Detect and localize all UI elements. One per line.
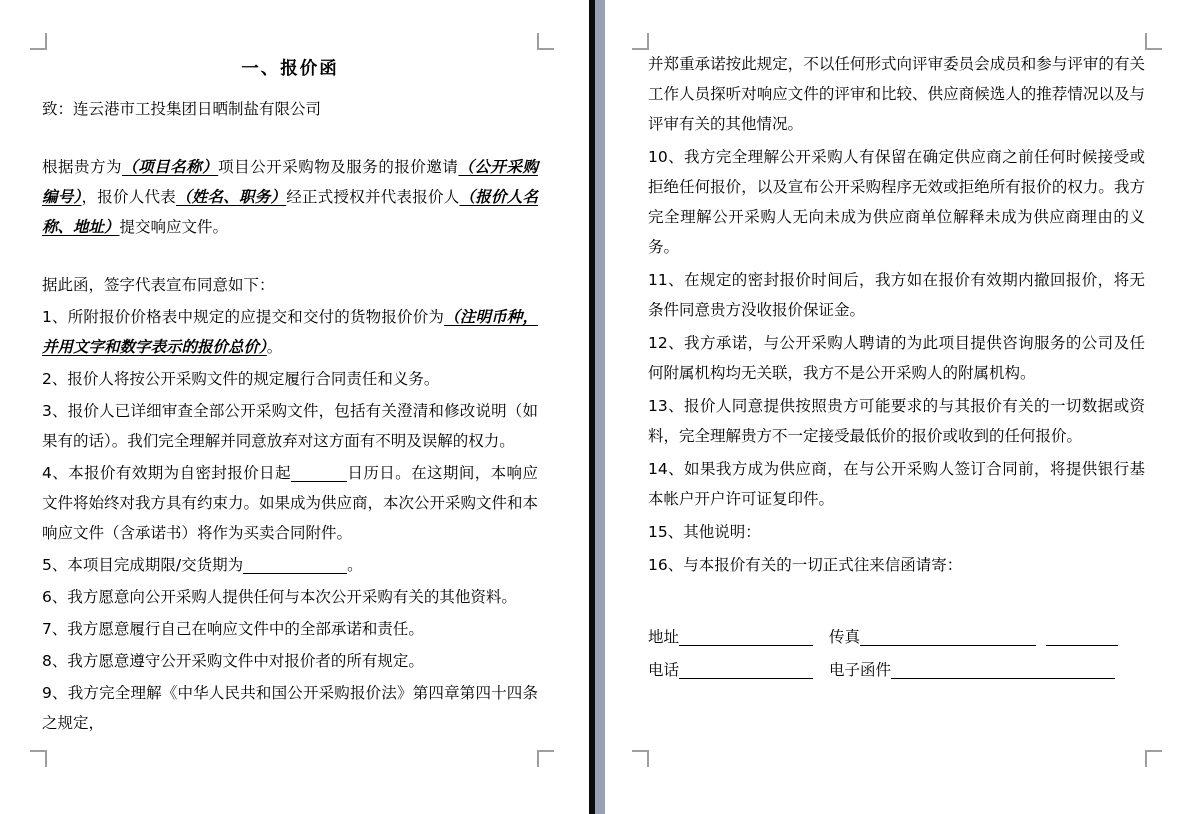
page-1-text-area[interactable]: [42, 52, 538, 740]
text-boundary-mark-bottom-left: [30, 750, 47, 767]
fill-in-blank-line: [891, 662, 1115, 679]
text-run: 9、我方完全理解《中华人民共和国公开采购报价法》第四章第四十四条之规定，: [42, 684, 538, 732]
placeholder-italic-run: （公开采购编号）: [42, 158, 538, 206]
item-16: [648, 550, 1145, 580]
text-run: 经正式授权并代表报价人: [286, 188, 460, 206]
text-run: 3、报价人已详细审查全部公开采购文件，包括有关澄清和修改说明（如果有的话）。我们完全理解并同意放弃对这方面有不明及误解的权力。: [42, 402, 538, 450]
text-run: 7、我方愿意履行自己在响应文件中的全部承诺和责任。: [42, 620, 424, 638]
text-boundary-mark-top-left: [30, 33, 47, 50]
empty-paragraph: [42, 244, 538, 268]
text-run: 8、我方愿意遵守公开采购文件中对报价者的所有规定。: [42, 652, 424, 670]
fill-in-blank-line: [679, 662, 813, 679]
text-run: 16、与本报价有关的一切正式往来信函请寄：: [648, 556, 963, 574]
text-run: 11、在规定的密封报价时间后，我方如在报价有效期内撤回报价，将无条件同意贵方没收报价保证金。: [648, 271, 1145, 319]
text-boundary-mark-top-left: [632, 33, 649, 50]
split-view-divider[interactable]: [589, 0, 605, 814]
item-11: [648, 265, 1145, 325]
item-6: [42, 582, 538, 612]
placeholder-italic-run: （项目名称）: [122, 158, 219, 176]
declaration-lead: [42, 270, 538, 300]
document-page-2: [605, 0, 1191, 814]
item-13: [648, 391, 1145, 451]
text-run: 并郑重承诺按此规定，不以任何形式向评审委员会成员和参与评审的有关工作人员探听对响应文件的评审和比较、供应商候选人的推荐情况以及与评审有关的其他情况。: [648, 55, 1145, 133]
text-run: 15、其他说明：: [648, 523, 761, 541]
item-10: [648, 142, 1145, 262]
fill-in-blank-line: [291, 465, 347, 482]
document-page-1: [0, 0, 589, 814]
text-boundary-mark-top-right: [1145, 33, 1162, 50]
text-run: 地址: [648, 628, 680, 646]
placeholder-italic-run: （姓名、职务）: [176, 188, 287, 206]
text-run: 14、如果我方成为供应商，在与公开采购人签订合同前，将提供银行基本帐户开户许可证复印件。: [648, 460, 1145, 508]
item-9-continued: [648, 49, 1145, 139]
text-run: 项目公开采购物及服务的报价邀请: [218, 158, 459, 176]
text-run: 提交响应文件。: [119, 218, 229, 236]
item-14: [648, 454, 1145, 514]
item-15: [648, 517, 1145, 547]
text-run: 电话: [648, 661, 680, 679]
text-run: 1、所附报价价格表中规定的应提交和交付的货物报价价为: [42, 308, 445, 326]
text-boundary-mark-bottom-right: [537, 750, 554, 767]
addressee-line: [42, 94, 538, 124]
text-run: 根据贵方为: [42, 158, 123, 176]
text-run: 日历日。在这期间，本响应文件将始终对我方具有约束力。如果成为供应商，本次公开采购文件和本响应文件（含承诺书）将作为买卖合同附件。: [42, 464, 539, 542]
text-run: 。: [347, 556, 363, 574]
text-run: 10、我方完全理解公开采购人有保留在确定供应商之前任何时候接受或拒绝任何报价，以及宣布公开采购程序无效或拒绝所有报价的权力。我方完全理解公开采购人无向未成为供应商单位解释未成为供应商理由的义务。: [648, 148, 1145, 256]
text-boundary-mark-bottom-left: [632, 750, 649, 767]
right-pane-edge: [595, 0, 605, 814]
item-5: [42, 550, 538, 580]
fill-in-blank-line: [243, 557, 347, 574]
text-run: 12、我方承诺，与公开采购人聘请的为此项目提供咨询服务的公司及任何附属机构均无关联，我方不是公开采购人的附属机构。: [648, 334, 1145, 382]
fill-in-blank-line: [860, 629, 1036, 646]
item-4: [42, 458, 538, 548]
text-run: 一、报价函: [241, 59, 339, 79]
text-boundary-mark-top-right: [537, 33, 554, 50]
text-run: 2、报价人将按公开采购文件的规定履行合同责任和义务。: [42, 370, 440, 388]
text-run: 6、我方愿意向公开采购人提供任何与本次公开采购有关的其他资料。: [42, 588, 517, 606]
item-9-start: [42, 678, 538, 738]
page-2-text-area[interactable]: [648, 46, 1145, 688]
item-8: [42, 646, 538, 676]
item-7: [42, 614, 538, 644]
contact-row-phone-email: [648, 655, 1145, 685]
text-run: 13、报价人同意提供按照贵方可能要求的与其报价有关的一切数据或资料，完全理解贵方不一定接受最低价的报价或收到的任何报价。: [648, 397, 1145, 445]
fill-in-blank-line: [679, 629, 813, 646]
item-12: [648, 328, 1145, 388]
text-boundary-mark-bottom-right: [1145, 750, 1162, 767]
text-run: 。: [266, 338, 283, 356]
text-run: 据此函，签字代表宣布同意如下：: [42, 276, 275, 294]
text-run: ，报价人代表: [81, 188, 176, 206]
contact-row-address-fax: [648, 622, 1145, 652]
empty-paragraph: [42, 126, 538, 150]
text-run: 电子函件: [829, 661, 892, 679]
fill-in-blank-line: [1046, 629, 1118, 646]
text-run: 5、本项目完成期限/交货期为: [42, 556, 244, 574]
placeholder-italic-run: （报价人名称、地址）: [42, 188, 538, 236]
empty-paragraph: [648, 583, 1145, 619]
intro-paragraph: [42, 152, 538, 242]
item-1: [42, 302, 538, 362]
item-3: [42, 396, 538, 456]
item-2: [42, 364, 538, 394]
text-run: 致：连云港市工投集团日晒制盐有限公司: [42, 100, 322, 118]
text-run: 传真: [829, 628, 861, 646]
text-run: 4、本报价有效期为自密封报价日起: [42, 464, 291, 482]
placeholder-italic-run: （注明币种，并用文字和数字表示的报价总价）: [42, 308, 538, 356]
document-title: [42, 54, 538, 84]
